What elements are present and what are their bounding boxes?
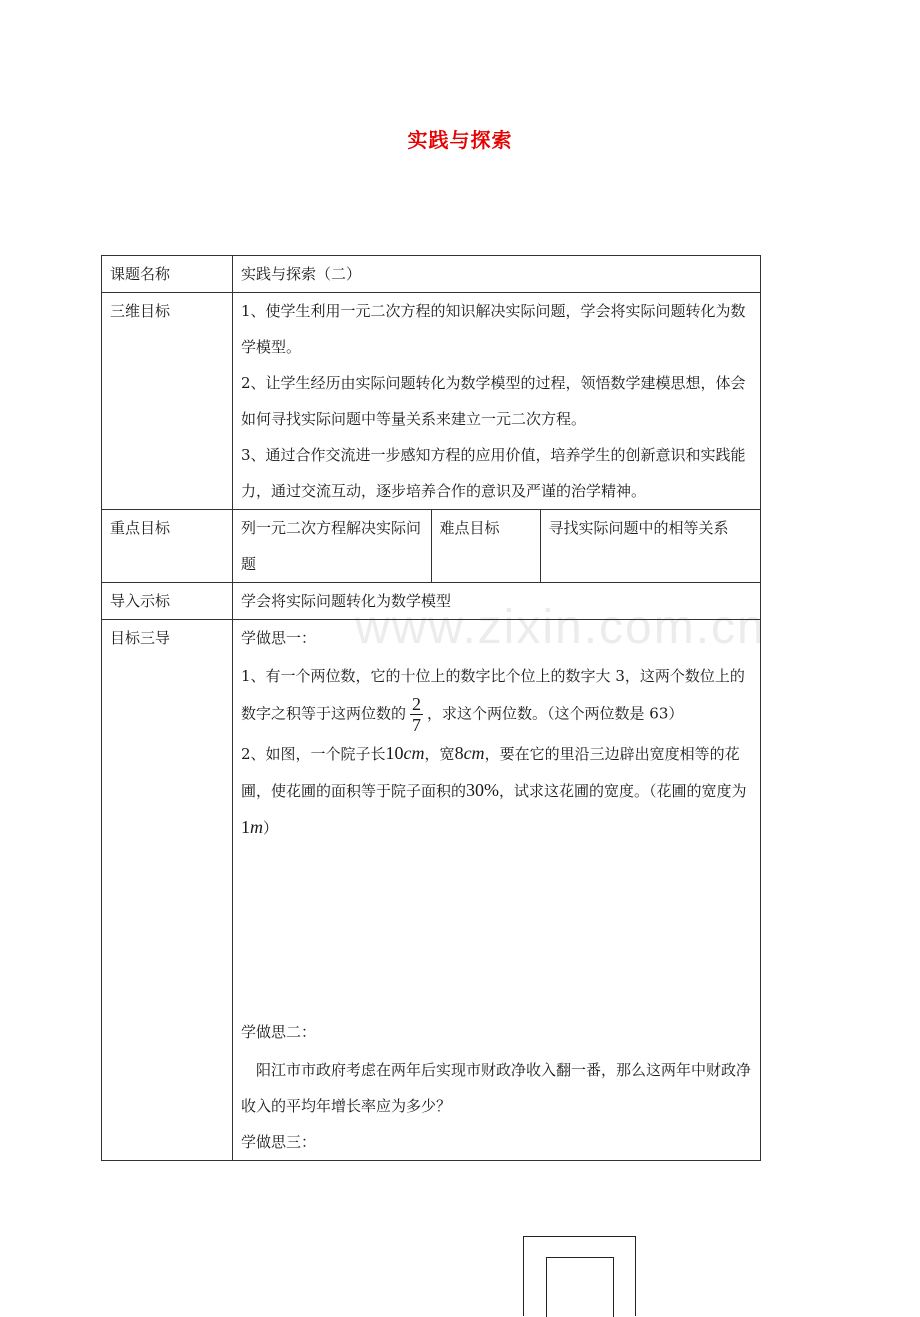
watermark: www.zixin.com.cn <box>355 601 766 654</box>
three-content <box>233 620 761 1161</box>
goal-item: 2、让学生经历由实际问题转化为数学模型的过程，领悟数学建模思想，体会如何寻找实际问题中等量关系来建立一元二次方程。 <box>241 374 746 428</box>
lesson-plan-table <box>101 255 761 1161</box>
goal-item: 3、通过合作交流进一步感知方程的应用价值，培养学生的创新意识和实践能力，通过交流互动，逐步培养合作的意识及严谨的治学精神。 <box>241 446 746 500</box>
difficulty-value: 寻找实际问题中的相等关系 <box>540 510 760 582</box>
topic-label: 课题名称 <box>102 256 233 293</box>
goals-label: 三维目标 <box>102 293 233 510</box>
topic-value: 实践与探索（二） <box>233 256 761 293</box>
courtyard-figure-inner <box>546 1257 614 1317</box>
goal-item: 1、使学生利用一元二次方程的知识解决实际问题，学会将实际问题转化为数学模型。 <box>241 302 746 356</box>
fraction: $\frac{2}{7}$ <box>412 694 422 735</box>
blank-space <box>241 846 752 1014</box>
goals-list <box>233 293 761 510</box>
page-title: 实践与探索 <box>407 128 513 152</box>
key-value: 列一元二次方程解决实际问题 <box>241 519 422 573</box>
row-intro <box>102 583 761 620</box>
key-label: 重点目标 <box>102 510 233 583</box>
row-goals <box>102 293 761 510</box>
row-topic <box>102 256 761 293</box>
section-2-heading: 学做思二： <box>241 1023 317 1041</box>
three-label: 目标三导 <box>102 620 233 1161</box>
section-3-heading: 学做思三： <box>241 1133 317 1151</box>
problem-3: 阳江市市政府考虑在两年后实现市财政净收入翻一番，那么这两年中财政净收入的平均年增长率应为多少？ <box>241 1061 752 1115</box>
section-1-heading: 学做思一： <box>241 629 317 647</box>
difficulty-label: 难点目标 <box>431 510 540 582</box>
intro-value: 学会将实际问题转化为数学模型 <box>233 583 761 620</box>
intro-label: 导入示标 <box>102 583 233 620</box>
problem-1: 1、有一个两位数，它的十位上的数字比个位上的数字大 3，这两个数位上的数字之积等于这两位数的 $\frac{2}{7}$ ，求这个两位数。（这个两位数是 63） <box>241 667 745 735</box>
problem-2: 2、如图，一个院子长10cm，宽8cm，要在它的里沿三边辟出宽度相等的花圃，使花圃的面积等于院子面积的30%，试求这花圃的宽度。（花圃的宽度为1m） <box>241 743 747 837</box>
key-inner-table <box>241 510 760 582</box>
row-key <box>102 510 761 583</box>
row-three <box>102 620 761 1161</box>
